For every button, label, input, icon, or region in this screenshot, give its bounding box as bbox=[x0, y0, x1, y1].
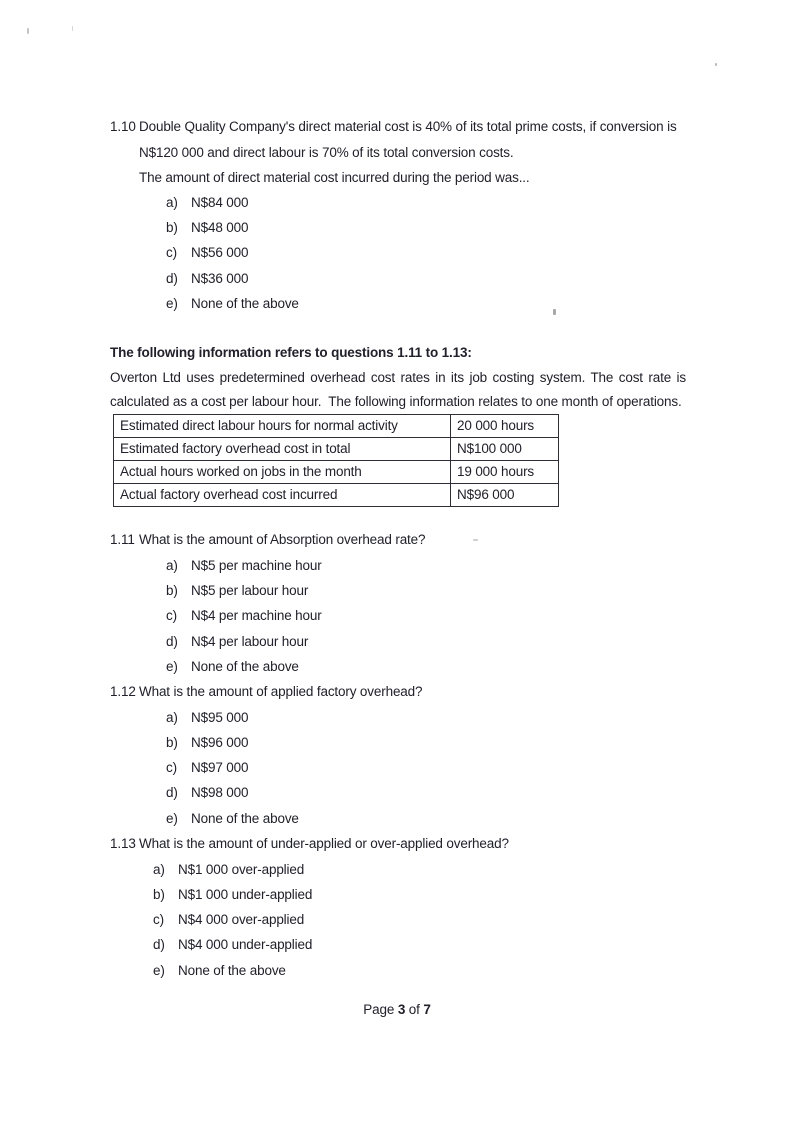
option-letter: d) bbox=[166, 785, 178, 801]
question-number: 1.10 bbox=[110, 119, 136, 134]
question-text: What is the amount of Absorption overhead rate? bbox=[139, 531, 426, 547]
question-text-continued: N$120 000 and direct labour is 70% of its total conversion costs. bbox=[139, 145, 514, 160]
page-footer bbox=[0, 1002, 794, 1018]
option-letter: c) bbox=[166, 608, 177, 624]
info-paragraph-line: calculated as a cost per labour hour. The following information relates to one month of operations. bbox=[110, 393, 682, 409]
option-letter: b) bbox=[166, 735, 178, 751]
table-label: Actual hours worked on jobs in the month bbox=[114, 460, 451, 483]
question-number: 1.13 bbox=[110, 835, 136, 851]
option-text: N$1 000 over-applied bbox=[178, 861, 305, 877]
table-row bbox=[114, 437, 559, 460]
info-paragraph-line: Overton Ltd uses predetermined overhead cost rates in its job costing system. The cost rate is bbox=[110, 369, 686, 385]
footer-page-word: Page bbox=[363, 1002, 395, 1017]
info-table bbox=[113, 414, 559, 507]
spacer bbox=[110, 507, 686, 527]
footer-total-pages: 7 bbox=[423, 1002, 431, 1017]
option-letter: c) bbox=[153, 912, 164, 928]
table-label: Actual factory overhead cost incurred bbox=[114, 483, 451, 506]
page-content bbox=[110, 113, 686, 983]
option-text: N$36 000 bbox=[191, 270, 249, 286]
section-header: The following information refers to questions 1.11 to 1.13: bbox=[110, 344, 472, 360]
option-letter: e) bbox=[153, 962, 165, 978]
question-prompt: The amount of direct material cost incurred during the period was... bbox=[139, 170, 530, 185]
option-d bbox=[110, 629, 686, 654]
table-label: Estimated factory overhead cost in total bbox=[114, 437, 451, 460]
option-c bbox=[110, 755, 686, 780]
option-a bbox=[110, 705, 686, 730]
footer-of-word: of bbox=[408, 1002, 420, 1017]
option-b bbox=[110, 578, 686, 603]
option-text: N$56 000 bbox=[191, 245, 249, 261]
option-b bbox=[110, 730, 686, 755]
option-letter: d) bbox=[166, 633, 178, 649]
option-text: N$84 000 bbox=[191, 195, 249, 210]
option-text: N$5 per machine hour bbox=[191, 557, 322, 573]
question-1-13 bbox=[110, 831, 686, 983]
option-text: N$4 per labour hour bbox=[191, 633, 309, 649]
question-line bbox=[110, 527, 686, 553]
table-row bbox=[114, 483, 559, 506]
question-text: What is the amount of applied factory overhead? bbox=[139, 683, 423, 699]
option-e bbox=[110, 654, 686, 679]
table-value: 20 000 hours bbox=[451, 414, 559, 437]
option-text: N$95 000 bbox=[191, 709, 249, 725]
option-letter: c) bbox=[166, 760, 177, 776]
option-letter: c) bbox=[166, 245, 177, 261]
option-text: N$4 per machine hour bbox=[191, 608, 322, 624]
option-letter: b) bbox=[153, 887, 165, 902]
question-1-11 bbox=[110, 527, 686, 679]
option-c bbox=[110, 907, 686, 932]
footer-page-number: 3 bbox=[397, 1002, 406, 1017]
option-letter: b) bbox=[166, 583, 178, 599]
option-letter: d) bbox=[166, 270, 178, 286]
question-text: Double Quality Company's direct material cost is 40% of its total prime costs, if conversion is bbox=[139, 119, 677, 134]
option-text: N$96 000 bbox=[191, 735, 249, 751]
option-text: N$5 per labour hour bbox=[191, 583, 309, 599]
question-1-12 bbox=[110, 679, 686, 831]
option-letter: a) bbox=[166, 195, 178, 210]
option-text: N$4 000 under-applied bbox=[178, 937, 313, 953]
table-row bbox=[114, 460, 559, 483]
option-text: None of the above bbox=[178, 962, 286, 978]
option-e bbox=[110, 958, 686, 983]
question-line bbox=[110, 113, 686, 140]
option-a bbox=[110, 190, 686, 215]
scan-artifact bbox=[715, 63, 717, 66]
option-c bbox=[110, 603, 686, 628]
option-b bbox=[110, 882, 686, 907]
option-letter: a) bbox=[166, 557, 178, 573]
option-text: N$1 000 under-applied bbox=[178, 887, 313, 902]
option-letter: d) bbox=[153, 937, 165, 953]
option-text: None of the above bbox=[191, 810, 299, 826]
table-label: Estimated direct labour hours for normal activity bbox=[114, 414, 451, 437]
option-text: N$97 000 bbox=[191, 760, 249, 776]
question-1-10 bbox=[110, 113, 686, 316]
option-b bbox=[110, 215, 686, 240]
question-line bbox=[110, 679, 686, 705]
question-text: What is the amount of under-applied or over-applied overhead? bbox=[139, 835, 509, 851]
question-line bbox=[110, 831, 686, 857]
option-e bbox=[110, 806, 686, 831]
option-e bbox=[110, 291, 686, 316]
option-letter: a) bbox=[166, 709, 178, 725]
option-a bbox=[110, 857, 686, 882]
option-c bbox=[110, 240, 686, 265]
scan-artifact bbox=[27, 28, 29, 34]
question-number: 1.11 bbox=[110, 531, 135, 547]
table-value: N$96 000 bbox=[451, 483, 559, 506]
table-value: 19 000 hours bbox=[451, 460, 559, 483]
table-value: N$100 000 bbox=[451, 437, 559, 460]
scan-artifact bbox=[72, 26, 73, 31]
option-letter: e) bbox=[166, 658, 178, 674]
option-letter: e) bbox=[166, 295, 178, 311]
info-section bbox=[110, 340, 686, 527]
table-row bbox=[114, 414, 559, 437]
option-text: N$98 000 bbox=[191, 785, 249, 801]
option-a bbox=[110, 553, 686, 578]
option-text: None of the above bbox=[191, 658, 299, 674]
option-text: None of the above bbox=[191, 295, 299, 311]
question-number: 1.12 bbox=[110, 683, 136, 699]
option-letter: a) bbox=[153, 861, 165, 877]
option-d bbox=[110, 266, 686, 291]
option-d bbox=[110, 780, 686, 805]
option-text: N$48 000 bbox=[191, 220, 249, 236]
option-letter: b) bbox=[166, 220, 178, 236]
option-d bbox=[110, 932, 686, 957]
option-letter: e) bbox=[166, 810, 178, 826]
option-text: N$4 000 over-applied bbox=[178, 912, 305, 928]
